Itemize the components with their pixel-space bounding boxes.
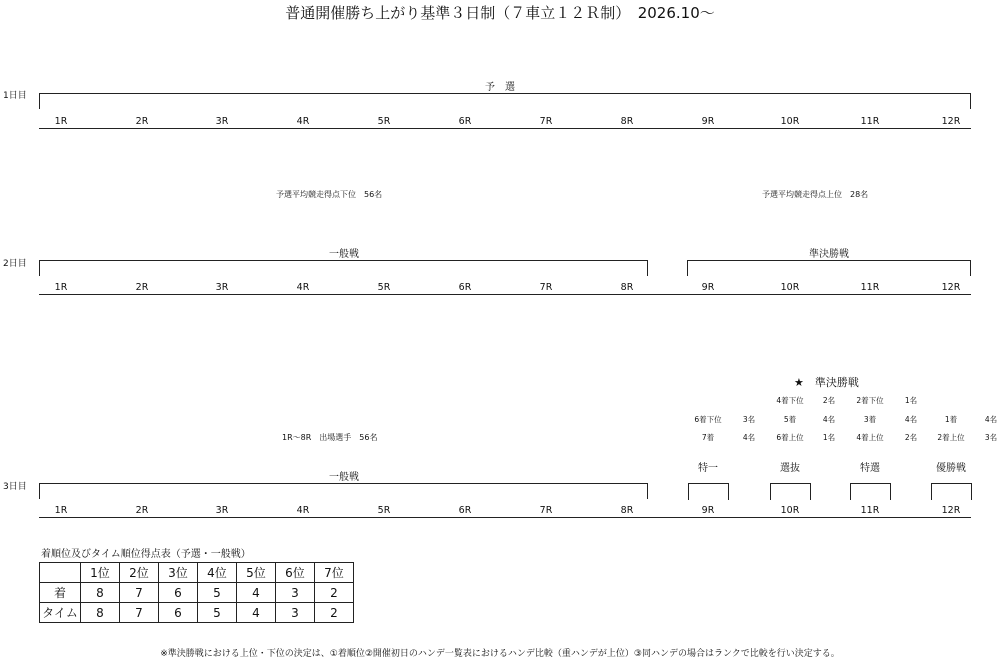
day1-race-label: 7R [539,116,553,127]
day3-race-label: 9R [701,505,715,516]
day1-baseline [39,128,971,129]
day2-note-lower: 予選平均競走得点下位 56名 [276,190,383,199]
score-table-cell: 2 [315,603,354,623]
score-table-cell: 4 [237,603,276,623]
day2-race-label: 2R [135,282,149,293]
day3-baseline [39,517,971,518]
day3-advance-condition: 1着 [944,415,958,424]
day3-final-bracket [770,483,811,500]
day3-group-general: 一般戦 [329,472,359,483]
day1-race-label: 8R [620,116,634,127]
score-table-cell: 8 [81,583,120,603]
day3-final-name: 選抜 [780,463,800,474]
score-table-corner [40,563,81,583]
score-table-row-time [40,603,354,623]
day3-advance-condition: 4着上位 [856,433,884,442]
day2-race-label: 11R [860,282,880,293]
day3-advance-condition: 4着下位 [776,396,804,405]
day2-note-upper: 予選平均競走得点上位 28名 [762,190,869,199]
day1-race-label: 10R [780,116,800,127]
day1-race-label: 5R [377,116,391,127]
day3-advance-count: 1名 [822,433,836,442]
day3-final-name: 優勝戦 [936,463,966,474]
day1-race-label: 4R [296,116,310,127]
day1-race-label: 6R [458,116,472,127]
score-table-title: 着順位及びタイム順位得点表（予選・一般戦） [41,549,251,560]
day1-race-label: 1R [54,116,68,127]
day3-advance-count: 3名 [984,433,998,442]
score-table-cell: 3 [276,603,315,623]
day2-semifinal-bracket-right [970,260,971,276]
score-table-header: 7位 [315,563,354,583]
day2-race-label: 5R [377,282,391,293]
day2-race-label: 7R [539,282,553,293]
day3-advance-count: 1名 [904,396,918,405]
score-table-cell: 7 [120,603,159,623]
day1-label: 1日目 [3,91,27,101]
score-table-row-finish [40,583,354,603]
day3-advance-count: 2名 [822,396,836,405]
day3-race-label: 2R [135,505,149,516]
day3-advance-count: 4名 [984,415,998,424]
day3-race-label: 12R [941,505,961,516]
score-table-cell: 7 [120,583,159,603]
day2-race-label: 1R [54,282,68,293]
day3-advance-count: 4名 [822,415,836,424]
day3-advance-condition: 2着下位 [856,396,884,405]
day2-group-semifinal: 準決勝戦 [809,249,849,260]
score-table-cell: 6 [159,583,198,603]
day1-race-label: 9R [701,116,715,127]
score-table-header-row [40,563,354,583]
score-table-cell: 3 [276,583,315,603]
day2-semifinal-bracket-left [687,260,688,276]
day2-general-bracket-left [39,260,40,276]
day3-advance-condition: 7着 [701,433,715,442]
day3-advance-count: 4名 [904,415,918,424]
day3-final-name: 特一 [698,463,718,474]
day3-race-label: 3R [215,505,229,516]
day3-general-bracket-left [39,483,40,499]
day2-race-label: 12R [941,282,961,293]
day1-race-label: 3R [215,116,229,127]
score-table-cell: 5 [198,603,237,623]
score-table [39,562,354,623]
day3-advance-condition: 6着下位 [694,415,722,424]
day3-semifinal-title: ★ 準決勝戦 [794,376,859,389]
day3-participants-note: 1R～8R 出場選手 56名 [282,433,378,442]
score-table-header: 5位 [237,563,276,583]
day3-advance-count: 2名 [904,433,918,442]
day3-race-label: 10R [780,505,800,516]
day3-general-bracket-right [647,483,648,499]
day3-race-label: 4R [296,505,310,516]
day3-advance-count: 4名 [742,433,756,442]
day1-bracket-right [970,93,971,109]
day1-race-label: 2R [135,116,149,127]
day2-race-label: 8R [620,282,634,293]
score-table-row-label: 着 [40,583,81,603]
page-title: 普通開催勝ち上がり基準３日制（７車立１２Ｒ制） 2026.10～ [285,4,715,22]
day1-bracket-left [39,93,40,109]
day2-baseline [39,294,971,295]
day3-final-bracket [931,483,972,500]
day2-general-bracket-right [647,260,648,276]
score-table-cell: 6 [159,603,198,623]
day3-final-name: 特選 [860,463,880,474]
day3-race-label: 6R [458,505,472,516]
score-table-cell: 5 [198,583,237,603]
day3-advance-condition: 5着 [783,415,797,424]
day2-race-label: 9R [701,282,715,293]
day1-race-label: 11R [860,116,880,127]
day2-race-label: 10R [780,282,800,293]
day3-advance-condition: 2着上位 [937,433,965,442]
day2-semifinal-bracket-top [687,260,971,261]
day1-race-label: 12R [941,116,961,127]
day3-race-label: 7R [539,505,553,516]
day3-advance-condition: 6着上位 [776,433,804,442]
score-table-header: 6位 [276,563,315,583]
day3-race-label: 1R [54,505,68,516]
day3-general-bracket-top [39,483,648,484]
day2-general-bracket-top [39,260,648,261]
day3-race-label: 8R [620,505,634,516]
day3-final-bracket [688,483,729,500]
day3-advance-condition: 3着 [863,415,877,424]
footer-note: ※準決勝戦における上位・下位の決定は、①着順位②開催初日のハンデ一覧表におけるハンデ比較（重ハンデが上位）③同ハンデの場合はランクで比較を行い決定する。 [160,649,840,659]
day1-heading: 予 選 [485,82,515,93]
day3-race-label: 11R [860,505,880,516]
score-table-header: 2位 [120,563,159,583]
day3-label: 3日目 [3,482,27,492]
day2-race-label: 4R [296,282,310,293]
score-table-header: 3位 [159,563,198,583]
day2-race-label: 3R [215,282,229,293]
day1-bracket-top [39,93,971,94]
score-table-row-label: タイム [40,603,81,623]
score-table-cell: 8 [81,603,120,623]
score-table-cell: 4 [237,583,276,603]
score-table-header: 4位 [198,563,237,583]
day2-race-label: 6R [458,282,472,293]
day2-label: 2日目 [3,259,27,269]
day3-race-label: 5R [377,505,391,516]
day3-advance-count: 3名 [742,415,756,424]
score-table-cell: 2 [315,583,354,603]
day2-group-general: 一般戦 [329,249,359,260]
score-table-header: 1位 [81,563,120,583]
day3-final-bracket [850,483,891,500]
